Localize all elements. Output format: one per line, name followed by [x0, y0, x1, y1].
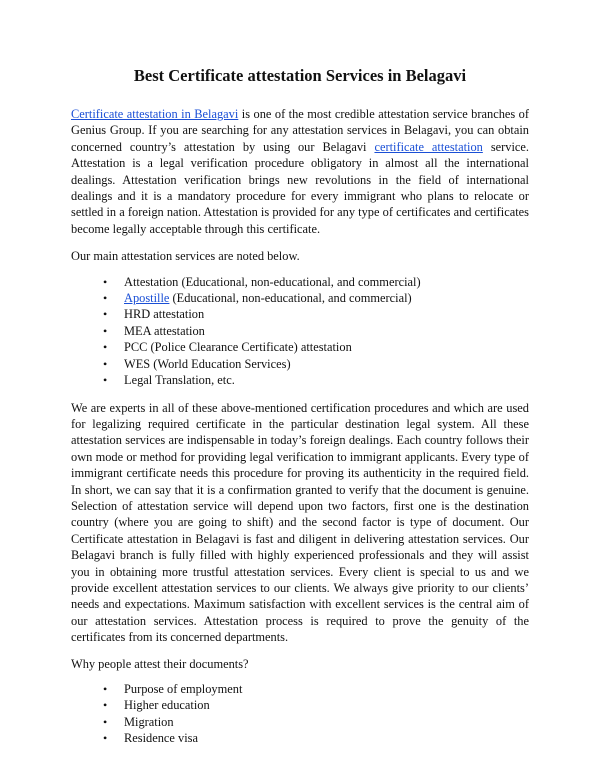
list-item: • Residence visa — [103, 731, 198, 746]
bullet-icon: • — [103, 714, 108, 729]
page-title: Best Certificate attestation Services in Belagavi — [133, 66, 467, 85]
apostille-link[interactable]: Apostille — [124, 291, 170, 306]
bullet-icon: • — [103, 682, 108, 696]
list-item: • PCC (Police Clearance Certificate) attestation — [103, 340, 352, 355]
list-item: • MEA attestation — [103, 323, 205, 338]
bullet-icon: • — [103, 373, 108, 388]
certificate-attestation-link[interactable]: certificate attestation — [374, 139, 483, 154]
bullet-icon: • — [103, 307, 108, 322]
list-item: • Attestation (Educational, non-educational, and commercial) — [103, 274, 421, 289]
list-item: • Apostille (Educational, non-educational, and commercial) — [103, 291, 412, 306]
intro-text-2: service. Attestation is a legal verification procedure obligatory in almost all the international dealings. Attestation verification brings new revolutions in the field of international dealings and it is a mandatory procedure for every immigrant who plans to relocate or settled in a foreign nation. Attestation is provided for any type of certificates and certificates become legally acceptable through this certificate. — [71, 139, 529, 236]
list-item: • Purpose of employment — [103, 682, 243, 696]
bullet-icon: • — [103, 291, 108, 306]
reasons-lead: Why people attest their documents? — [71, 656, 249, 671]
list-item: • WES (World Education Services) — [103, 356, 291, 371]
bullet-icon: • — [103, 698, 108, 713]
body-paragraph: We are experts in all of these above-mentioned certification procedures and which are used for legalizing required certificate in the particular destination legal system. All these attestation services are indispensable in today’s foreign dealings. Each country follows their own mode or method for providing legal verification to immigrant applicants. Every type of immigrant certificate needs this procedure for proving its authenticity in the required field. In short, we can say that it is a confirmation granted to verify that the document is genuine. Selection of attestation service will depend upon two factors, first one is the destination country (where you are going to shift) and the second factor is type of document. Our Certificate attestation in Belagavi is fast and diligent in delivering attestation services. Our Belagavi branch is fully filled with highly experienced professionals and they will assist you in obtaining more trustful attestation services. Every client is special to us and we provide excellent attestation services to our clients. We always give priority to our clients’ needs and expectations. Maximum satisfaction with excellent services is the central aim of our attestation services. Attestation process is required to prove the genuity of the certificates from its concerned departments. — [71, 400, 529, 645]
services-list — [71, 274, 529, 389]
intro-paragraph — [71, 106, 529, 237]
bullet-icon: • — [103, 356, 108, 371]
bullet-icon: • — [103, 340, 108, 355]
intro-text-1: is one of the most credible attestation service branches of Genius Group. If you are searching for any attestation services in Belagavi, you can obtain concerned country’s attestation by using our Belagavi — [71, 107, 530, 154]
list-item: • Higher education — [103, 698, 210, 713]
bullet-icon: • — [103, 731, 108, 746]
reasons-list — [71, 681, 529, 747]
list-item: • Migration — [103, 714, 174, 729]
certificate-attestation-belagavi-link[interactable]: Certificate attestation in Belagavi — [71, 107, 239, 121]
bullet-icon: • — [103, 323, 108, 338]
list-item: • HRD attestation — [103, 307, 205, 322]
list-item: • Legal Translation, etc. — [103, 373, 235, 388]
bullet-icon: • — [103, 274, 108, 289]
services-lead: Our main attestation services are noted below. — [71, 249, 300, 264]
